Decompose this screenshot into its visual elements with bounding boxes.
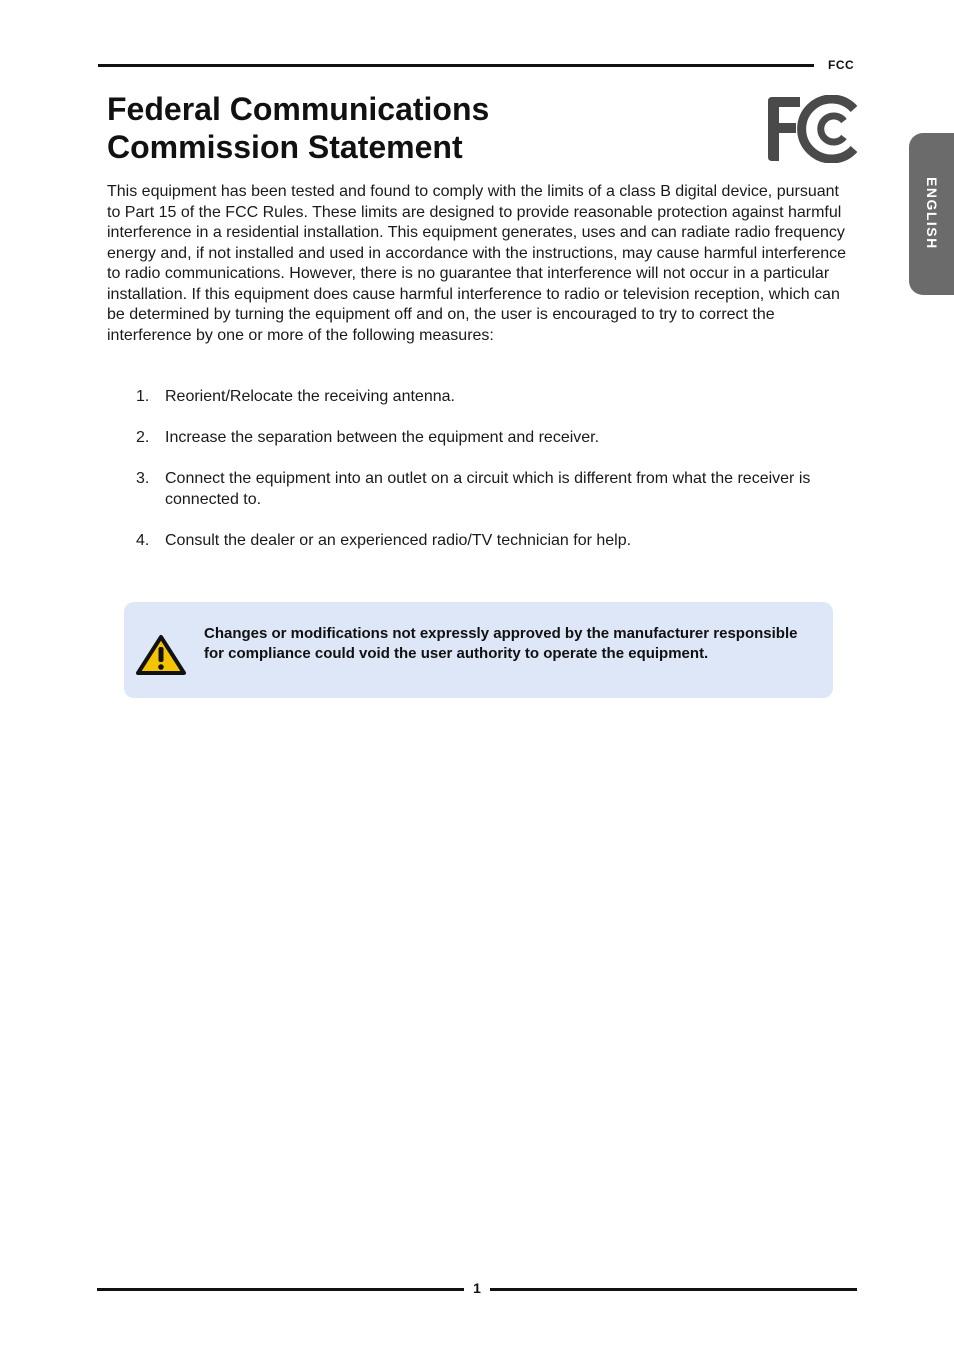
- page-title-line1: Federal Communications: [107, 91, 490, 127]
- list-item-number: 4.: [136, 531, 150, 549]
- page-number: 1: [473, 1280, 481, 1296]
- page-title: [107, 90, 707, 166]
- list-item: [107, 387, 852, 408]
- language-tab-label: ENGLISH: [924, 177, 940, 250]
- header-rule: [98, 64, 814, 67]
- language-tab: [909, 133, 954, 295]
- warning-icon: [135, 634, 187, 676]
- measures-list: [107, 387, 852, 572]
- list-item: [107, 469, 852, 510]
- list-item: [107, 428, 852, 449]
- caution-notice: [124, 602, 833, 698]
- fcc-logo-icon: [764, 95, 858, 163]
- footer-rule-right: [490, 1288, 857, 1291]
- list-item-number: 3.: [136, 470, 150, 487]
- list-item-number: 2.: [136, 429, 150, 446]
- list-item-text: Increase the separation between the equipment and receiver.: [165, 429, 600, 446]
- footer-rule-left: [97, 1288, 464, 1291]
- list-item-text: Consult the dealer or an experienced radio/TV technician for help.: [165, 531, 632, 549]
- section-label: FCC: [828, 58, 855, 72]
- caution-notice-text: Changes or modifications not expressly approved by the manufacturer responsible for compliance could void the user authority to operate the equipment.: [204, 625, 798, 662]
- list-item-text: Connect the equipment into an outlet on a circuit which is different from what the receiver is connected to.: [165, 470, 811, 508]
- fcc-statement-paragraph: This equipment has been tested and found to comply with the limits of a class B digital device, pursuant to Part 15 of the FCC Rules. These limits are designed to provide reasonable protection against harmful interference in a residential installation. This equipment generates, uses and can radiate radio frequency energy and, if not installed and used in accordance with the instructions, may cause harmful interference to radio communications. However, there is no guarantee that interference will not occur in a particular installation. If this equipment does cause harmful interference to radio or television reception, which can be determined by turning the equipment off and on, the user is encouraged to try to correct the interference by one or more of the following measures:: [107, 183, 847, 344]
- page-title-line2: Commission Statement: [107, 129, 463, 165]
- list-item-text: Reorient/Relocate the receiving antenna.: [165, 388, 455, 405]
- list-item-number: 1.: [136, 388, 150, 405]
- list-item: [107, 531, 852, 552]
